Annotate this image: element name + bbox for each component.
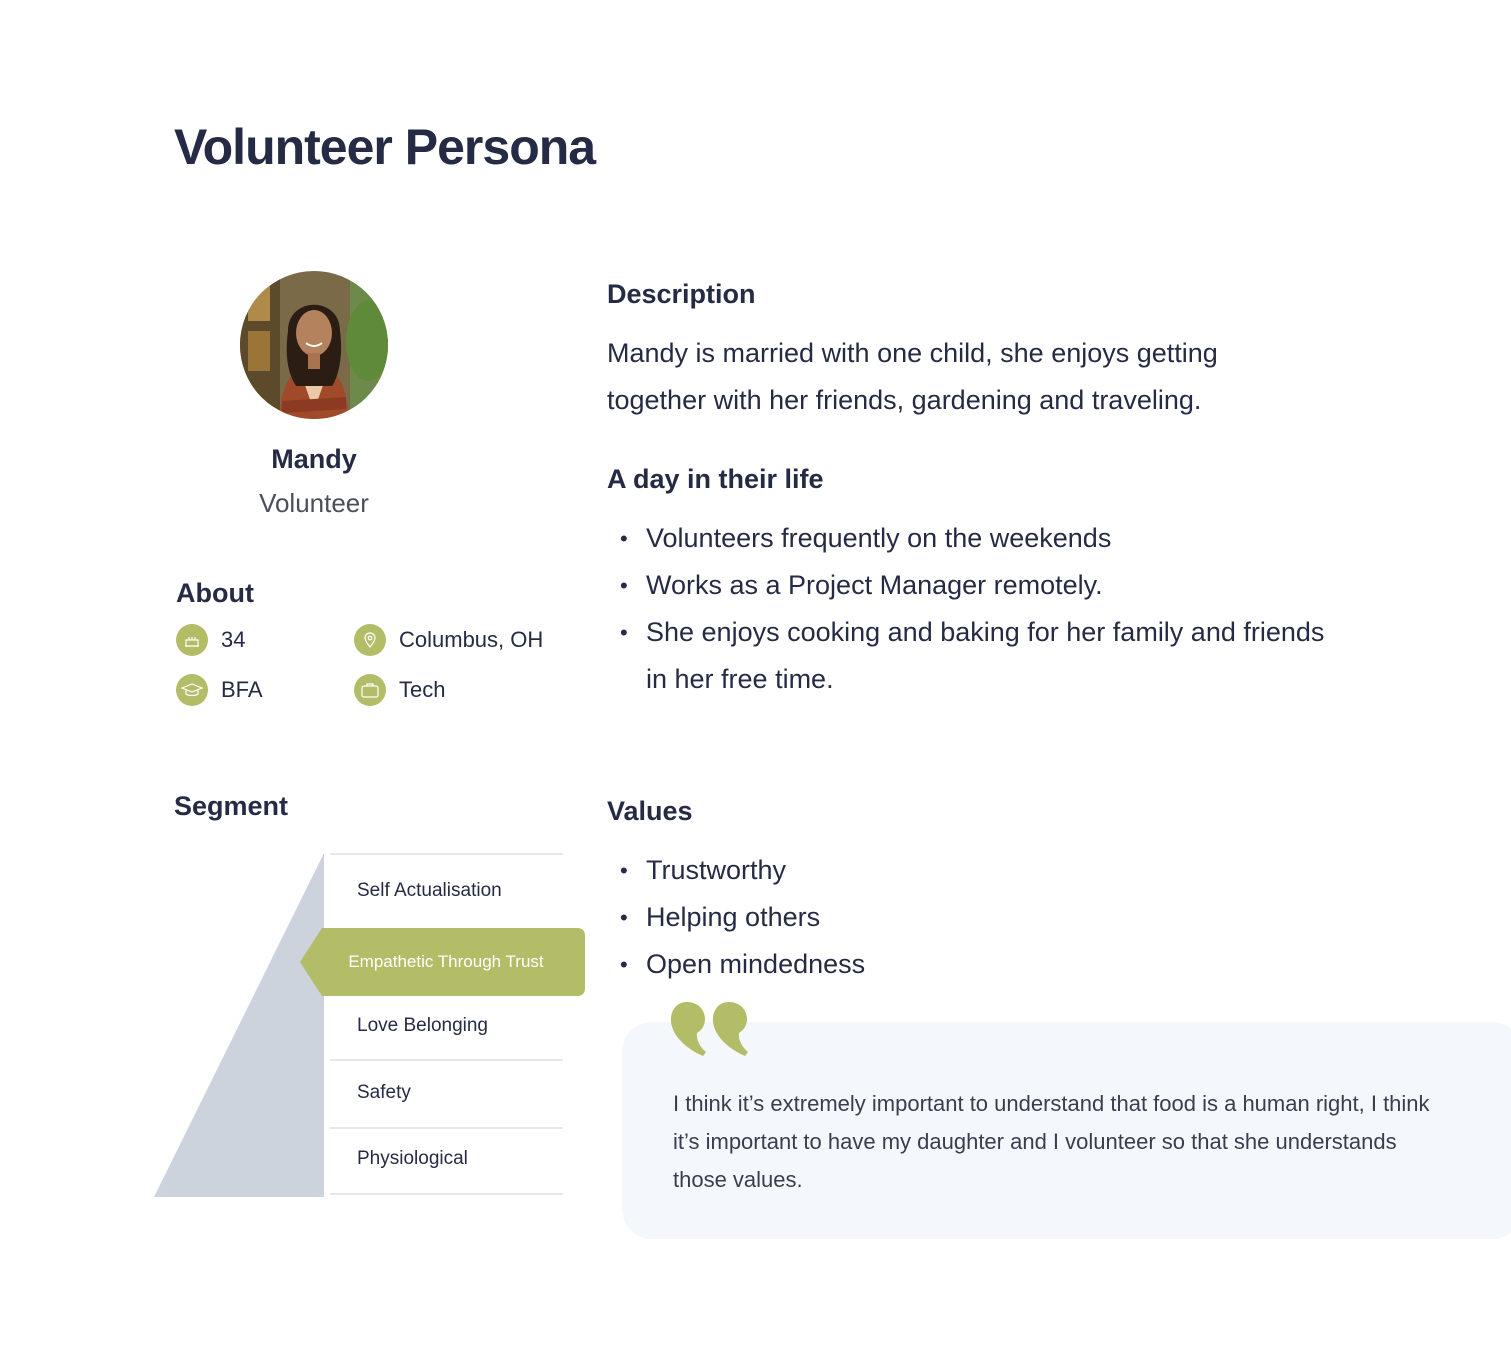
segment-level-safety: Safety: [357, 1082, 411, 1103]
segment-level-self-actualisation: Self Actualisation: [357, 880, 502, 901]
about-industry: [354, 673, 445, 707]
day-in-life-heading: A day in their life: [607, 464, 824, 494]
description-heading: Description: [607, 279, 756, 309]
values-list: [607, 847, 1207, 988]
description-text: Mandy is married with one child, she enjoys getting together with her friends, gardening and traveling.: [607, 338, 1218, 415]
quote-mark-icon: [669, 1000, 751, 1058]
about-location: [354, 623, 543, 657]
quote-text: I think it’s extremely important to understand that food is a human right, I think it’s important to have my daughter and I volunteer so that she understands those values.: [673, 1091, 1430, 1192]
list-item: • Open mindedness: [607, 941, 1207, 988]
location-pin-icon: [354, 624, 386, 656]
page-title: Volunteer Persona: [174, 119, 596, 175]
graduation-cap-icon: [176, 674, 208, 706]
briefcase-icon: [354, 674, 386, 706]
list-item: • Helping others: [607, 894, 1207, 941]
day-in-life-list: [607, 515, 1327, 703]
avatar: [240, 271, 388, 419]
segment-level-physiological: Physiological: [357, 1148, 468, 1169]
list-item: • She enjoys cooking and baking for her family and friends in her free time.: [607, 609, 1327, 703]
person-photo-icon: [240, 271, 388, 419]
segment-divider: [330, 853, 563, 855]
list-item: • Works as a Project Manager remotely.: [607, 562, 1327, 609]
about-education: [176, 673, 263, 707]
about-age: [176, 623, 245, 657]
pyramid-shape: [154, 853, 326, 1198]
persona-role: Volunteer: [259, 488, 369, 518]
persona-name: Mandy: [271, 444, 357, 474]
about-age-text: 34: [221, 627, 246, 652]
list-item: • Trustworthy: [607, 847, 1207, 894]
segment-level-love-belonging: Love Belonging: [357, 1015, 488, 1036]
values-heading: Values: [607, 796, 693, 826]
segment-heading: Segment: [174, 791, 289, 821]
about-industry-text: Tech: [399, 677, 446, 702]
segment-level-active: Empathetic Through Trust: [348, 952, 544, 971]
about-heading: About: [176, 578, 254, 608]
about-education-text: BFA: [221, 677, 263, 702]
segment-divider: [330, 1193, 563, 1195]
cake-icon: [176, 624, 208, 656]
list-item: • Volunteers frequently on the weekends: [607, 515, 1327, 562]
about-location-text: Columbus, OH: [399, 627, 544, 652]
